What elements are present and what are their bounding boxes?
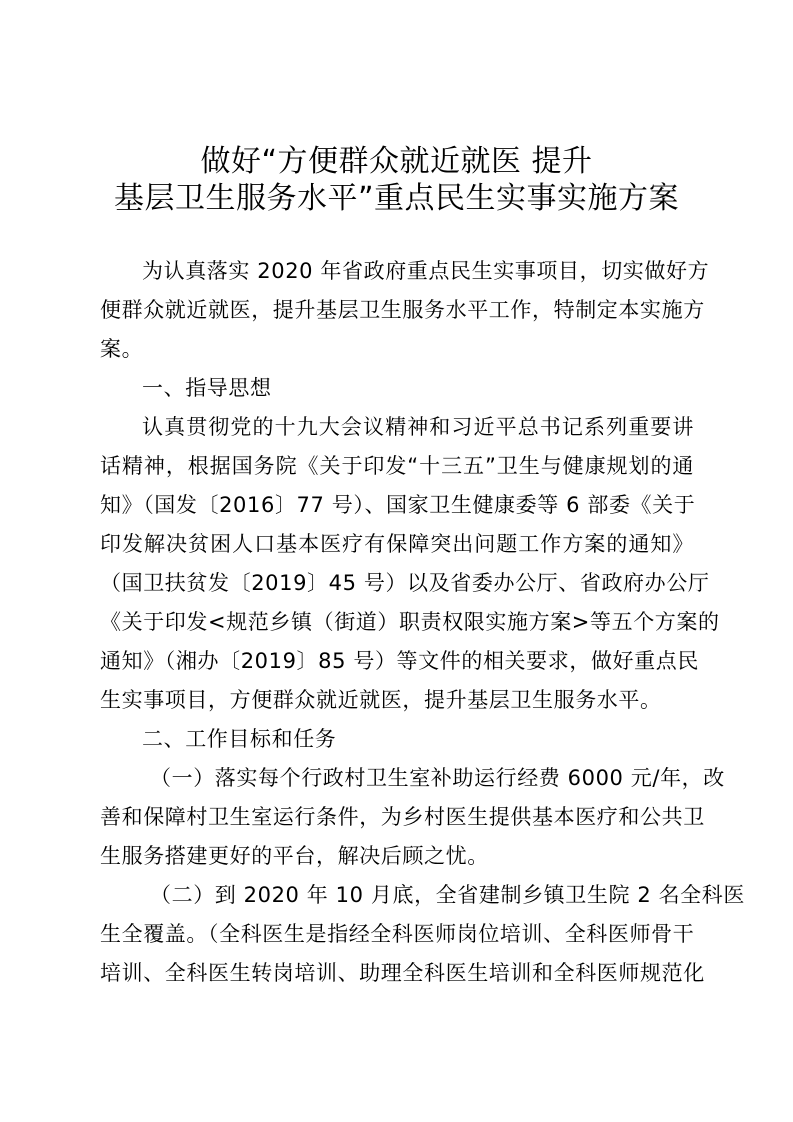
document-title-line-1: 做好“方便群众就近就医 提升 — [200, 144, 593, 179]
body-line-2: 便群众就近就医，提升基层卫生服务水平工作，特制定本实施方 — [100, 298, 705, 322]
body-line-9: （国卫扶贫发〔2019〕45 号）以及省委办公厅、省政府办公厅 — [100, 571, 710, 595]
section-heading-1: 一、指导思想 — [142, 376, 272, 400]
body-line-11: 通知》（湘办〔2019〕85 号）等文件的相关要求，做好重点民 — [100, 649, 699, 673]
body-line-7: 知》（国发〔2016〕77 号）、国家卫生健康委等 6 部委《关于 — [100, 493, 696, 517]
body-line-14: （一）落实每个行政村卫生室补助运行经费 6000 元/年，改 — [150, 766, 725, 790]
body-line-12: 生实事项目，方便群众就近就医，提升基层卫生服务水平。 — [100, 688, 662, 712]
body-line-5: 认真贯彻党的十九大会议精神和习近平总书记系列重要讲 — [142, 415, 694, 439]
body-line-8: 印发解决贫困人口基本医疗有保障突出问题工作方案的通知》 — [100, 532, 694, 556]
body-line-19: 培训、全科医生转岗培训、助理全科医生培训和全科医师规范化 — [100, 961, 705, 985]
body-line-17: （二）到 2020 年 10 月底，全省建制乡镇卫生院 2 名全科医 — [150, 883, 745, 907]
body-line-16: 生服务搭建更好的平台，解决后顾之忧。 — [100, 844, 489, 868]
body-line-1: 为认真落实 2020 年省政府重点民生实事项目，切实做好方 — [142, 259, 710, 283]
body-line-18: 生全覆盖。（全科医生是指经全科医师岗位培训、全科医师骨干 — [100, 922, 695, 946]
section-heading-2: 二、工作目标和任务 — [142, 727, 337, 751]
body-line-15: 善和保障村卫生室运行条件，为乡村医生提供基本医疗和公共卫 — [100, 805, 705, 829]
body-line-10: 《关于印发<规范乡镇（街道）职责权限实施方案>等五个方案的 — [100, 610, 720, 634]
body-line-3: 案。 — [100, 337, 144, 361]
body-line-6: 话精神，根据国务院《关于印发“十三五”卫生与健康规划的通 — [100, 454, 694, 478]
document-title-line-2: 基层卫生服务水平”重点民生实事实施方案 — [113, 181, 680, 216]
